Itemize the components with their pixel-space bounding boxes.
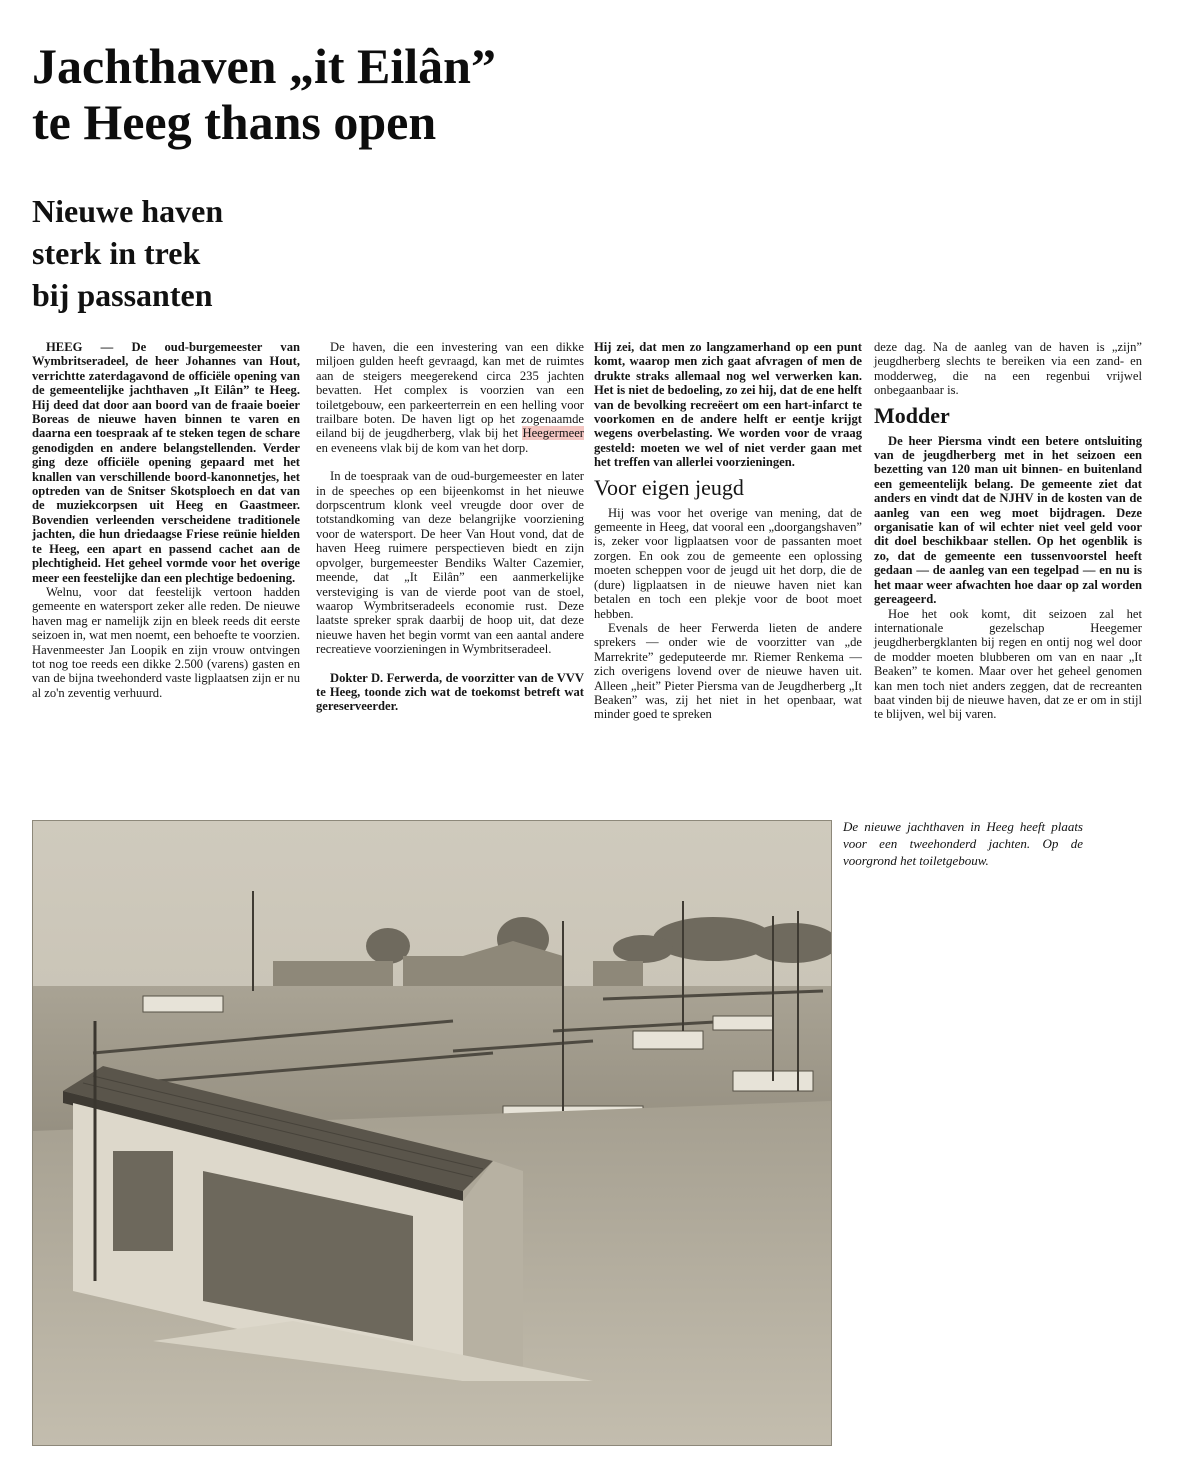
section-heading-voor-eigen-jeugd: Voor eigen jeugd [594, 474, 744, 500]
column-2-paragraph-2: In de toespraak van de oud-burgemeester en later in de speeches op een bijeenkomst in het nieuwe dorpscentrum klonk veel vreugde door over de totstandkoming van deze belangrijke voorziening voor de watersport. De heer Van Hout vond, dat de haven Heeg ruimere perspectieven biedt en zijn opvolger, burgemeester Bendiks Walter Cazemier, meende, dat „It Eilân” een aanmerkelijke versteviging is van de vierde poot van de stoel, waarop Wymbritseradeels economie rust. Deze laatste spreker sprak daarbij de hoop uit, dat deze nieuwe haven het begin vormt van een aantal andere recreatieve voorzieningen in Wymbritseradeel. [316, 469, 584, 657]
harbor-photo [32, 820, 832, 1446]
column-1-paragraph-2: Welnu, voor dat feestelijk vertoon hadden gemeente en watersport zeker alle reden. De nieuwe haven mag er namelijk zijn en bleek reeds dit eerste seizoen in, wat men noemt, een behoefte te voorzien. Havenmeester Jan Loopik en zijn vrouw ontvingen tot nog toe reeds een dikke 2.500 (varens) gasten en van de bijna tweehonderd vaste ligplaatsen zijn er nu al zo'n zeventig verhuurd. [32, 584, 300, 700]
column-2-text-a: De haven, die een investering van een dikke miljoen gulden heeft gevraagd, kan met de ruimtes aan de steigers meegerekend circa 235 jachten bevatten. Het complex is voorzien van een toiletgebouw, een parkeerterrein en een helling voor trailbare boten. De haven ligt op het zogenaamde eiland bij de jeugdherberg, vlak bij het [316, 340, 584, 441]
subhead-line-1: Nieuwe haven [32, 193, 224, 229]
headline-line-1: Jachthaven „it Eilân” [32, 38, 496, 94]
subhead-line-3: bij passanten [32, 277, 213, 313]
highlighted-word-heegermeer: Heegermeer [522, 426, 584, 441]
article-column-3 [594, 340, 862, 722]
column-2-paragraph-3: Dokter D. Ferwerda, de voorzitter van de VVV te Heeg, toonde zich wat de toekomst betreft wat gereserveerder. [316, 670, 584, 714]
column-3-paragraph-3: Evenals de heer Ferwerda lieten de andere sprekers — onder wie de voorzitter van „de Marrekrite” gedeputeerde mr. Riemer Renkema — zich overigens lovend over de nieuwe haven uit. Alleen „heit” Pieter Piersma van de Jeugdherberg „It Beaken” was, zij het niet in het openbaar, wat minder goed te spreken [594, 620, 862, 722]
column-2-text-b: en eveneens vlak bij de kom van het dorp. [316, 440, 529, 455]
column-2-paragraph-1 [316, 340, 584, 455]
column-4-paragraph-3: Hoe het ook komt, dit seizoen zal het internationale gezelschap Heegemer jeugdherbergklanten bij regen en ontij nog wel door de modder moeten blubberen om van en naar „It Beaken” te komen. Maar over het geheel genomen kan men toch niet anders zeggen, dat de recreanten baat vinden bij de nieuwe haven, dat ze er om in stijl te blijven, wel bij varen. [874, 606, 1142, 722]
photo-caption: De nieuwe jachthaven in Heeg heeft plaats voor een tweehonderd jachten. Op de voorgrond het toiletgebouw. [843, 819, 1083, 868]
subheadline [32, 190, 332, 316]
article-column-2 [316, 340, 584, 714]
article-column-1 [32, 340, 300, 700]
subhead-line-2: sterk in trek [32, 235, 201, 271]
column-3-paragraph-2: Hij was voor het overige van mening, dat de gemeente in Heeg, dat vooral een „doorgangshaven” is, zeker voor ligplaatsen voor de passanten moet zorgen. En ook zou de gemeente een oplossing moeten scheppen voor de jeugd uit het dorp, die de (dure) ligplaatsen in de nieuwe haven niet kan betalen en toch een plekje voor de boot moet hebben. [594, 505, 862, 621]
column-1-paragraph-1: HEEG — De oud-burgemeester van Wymbritseradeel, de heer Johannes van Hout, verrichtte zaterdagavond de officiële opening van de gemeentelijke jachthaven „It Eilân” te Heeg. Hij deed dat door aan boord van de fraaie boeier Boreas de nieuwe haven binnen te varen en daarna een toespraak af te steken tegen de schare genodigden en andere belangstellenden. Verder ging deze officiële opening gepaard met het knallen van verschillende boord-kanonnetjes, het optreden van de Snitser Skotsploech en dat van de muziekcorpsen uit Heeg en Gaastmeer. Bovendien verleenden verscheidene traditionele jachten, die hun driedaagse Friese reünie hielden te Heeg, een apart en passend cachet aan de plechtigheid. Het geheel vormde voor het overige meer een feestelijke dan een plechtige bedoening. [32, 340, 300, 585]
column-4-paragraph-2: De heer Piersma vindt een betere ontsluiting van de jeugdherberg met in het seizoen een bezetting van 120 man uit binnen- en buitenland een gemeentelijk belang. De gemeente ziet dat anders en vindt dat de NJHV in de kosten van de aanleg van een weg moet bijdragen. Deze organisatie kan of wil echter niet veel geld voor dit doel beschikbaar stellen. Op het ogenblik is zo, dat de gemeente een tussenvoorstel heeft gedaan — de aanleg van een tegelpad — en nu is het maar weer afwachten hoe daar op zal worden gereageerd. [874, 433, 1142, 607]
column-4-paragraph-1: deze dag. Na de aanleg van de haven is „zijn” jeugdherberg slechts te bereiken via een zand- en modderweg, die na een regenbui vrijwel onbegaanbaar is. [874, 340, 1142, 398]
column-3-paragraph-1: Hij zei, dat men zo langzamerhand op een punt komt, waarop men zich gaat afvragen of men de drukte straks allemaal nog wel verwerken kan. Het is niet de bedoeling, zo zei hij, dat de ene helft van de bevolking recreëert om een hart-infarct te voorkomen en de andere helft er eentje krijgt wegens overbelasting. We worden voor de vraag gesteld: moeten we wel of niet verder gaan met het treffen van allerlei voorzieningen. [594, 340, 862, 470]
article-column-4 [874, 340, 1142, 722]
harbor-photo-illustration [33, 821, 831, 1445]
headline-line-2: te Heeg thans open [32, 94, 437, 150]
headline [32, 38, 592, 150]
section-heading-modder: Modder [874, 402, 950, 428]
